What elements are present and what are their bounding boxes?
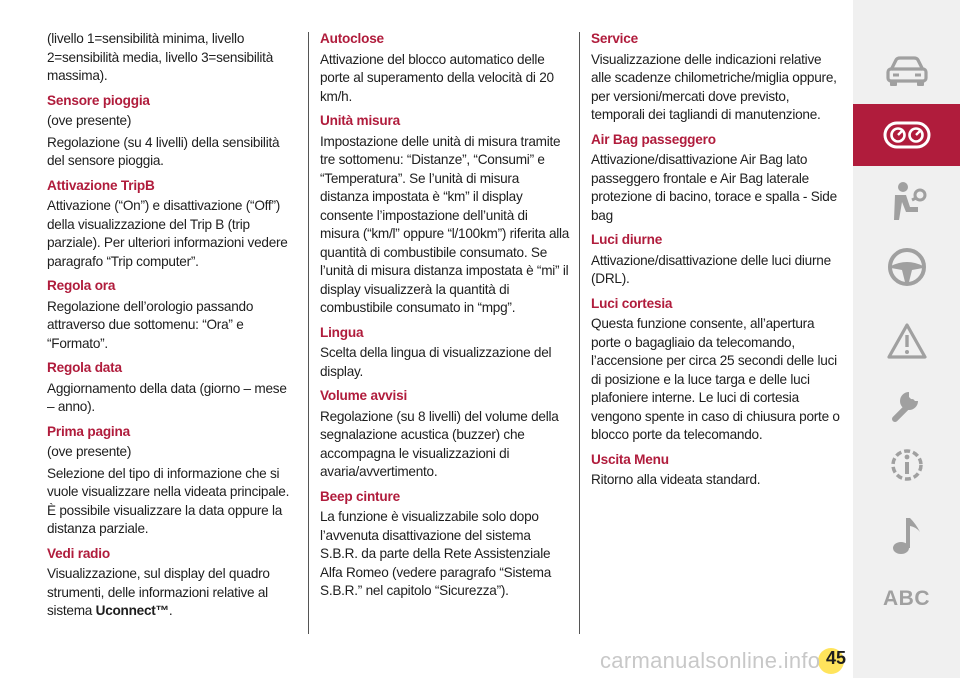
section-heading: Service [591, 31, 638, 46]
section-heading: Luci diurne [591, 232, 663, 247]
section-heading: Prima pagina [47, 423, 130, 439]
paragraph: Impostazione delle unità di misura tramite tre sottomenu: “Distanze”, “Consumi” e “Temperatura”. Se l’unità di misura distanza impostata è “km” il display consente l’impostazione dell’unità di misura (“km/l” oppure “l/100km”) riferita alla quantità di combustibile consumato. Se l’unità di misura distanza impostata è “mi” il display visualizzerà la quantità di combustibile consumato in “mpg”. [320, 133, 570, 315]
paragraph: Visualizzazione, sul display del quadro strumenti, delle informazioni relative al sistema Uconnect™. [47, 566, 270, 618]
watermark: carmanualsonline.info [600, 648, 821, 673]
paragraph: Attivazione del blocco automatico delle porte al superamento della velocità di 20 km/h. [320, 51, 554, 104]
tab-technical-data[interactable] [853, 434, 960, 496]
tab-starting-driving[interactable] [853, 236, 960, 298]
section-heading: Luci cortesia [591, 295, 673, 311]
column-divider [579, 32, 580, 634]
paragraph: Attivazione/disattivazione Air Bag lato passeggero frontale e Air Bag laterale protezione di bacino, torace e spalla - Side bag [591, 152, 837, 223]
info-gear-icon [886, 444, 928, 486]
brand-name: Uconnect™ [95, 603, 169, 618]
paragraph: Questa funzione consente, all’apertura porte o bagagliaio da telecomando, l’accensione per circa 25 secondi delle luci di posizione e la luce targa e delle luci plafoniere interne. Le luci di cortesia vengono spente in caso di chiusura porte o blocco porte da telecomando. [591, 316, 840, 442]
paragraph: Aggiornamento della data (giorno – mese – anno). [47, 380, 287, 414]
tab-multimedia[interactable] [853, 504, 960, 566]
section-heading: Volume avvisi [320, 388, 408, 403]
text-column-1 [47, 30, 297, 627]
steering-wheel-icon [886, 246, 928, 288]
tab-maintenance[interactable] [853, 372, 960, 434]
abc-index-label: ABC [883, 587, 930, 610]
tab-dashboard[interactable] [853, 104, 960, 166]
paragraph: Scelta della lingua di visualizzazione del display. [320, 345, 552, 379]
tab-safety[interactable] [853, 170, 960, 232]
paragraph: Attivazione/disattivazione delle luci diurne (DRL). [591, 252, 831, 286]
tab-car[interactable] [853, 40, 960, 102]
section-heading: Autoclose [320, 31, 384, 46]
tab-emergency[interactable] [853, 310, 960, 372]
warning-triangle-icon [886, 322, 928, 360]
column-divider [308, 32, 309, 634]
paragraph: (ove presente) [47, 113, 132, 128]
paragraph: Visualizzazione delle indicazioni relative alle scadenze chilometriche/miglia oppure, per versioni/mercati dove previsto, temporali dei tagliandi di manutenzione. [591, 51, 837, 122]
dashboard-gauges-icon [883, 120, 931, 150]
section-heading: Regola data [47, 360, 122, 375]
text-column-3 [591, 30, 841, 496]
page-number: 45 [825, 648, 847, 668]
paragraph: Regolazione dell’orologio passando attraverso due sottomenu: “Ora” e “Formato”. [47, 298, 254, 351]
paragraph: Regolazione (su 4 livelli) della sensibilità del sensore pioggia. [47, 134, 280, 168]
wrench-icon [887, 383, 927, 423]
text-column-2 [320, 30, 570, 607]
section-heading: Lingua [320, 324, 364, 340]
paragraph: La funzione è visualizzabile solo dopo l’avvenuta disattivazione del sistema S.B.R. da parte della Rete Assistenziale Alfa Romeo (vedere paragrafo “Sistema S.B.R.” nel capitolo “Sicurezza”). [320, 509, 552, 598]
paragraph: Attivazione (“On”) e disattivazione (“Off”) della visualizzazione del Trip B (trip parziale). Per ulteriori informazioni vedere paragrafo “Trip computer”. [47, 198, 288, 269]
section-heading: Beep cinture [320, 488, 400, 504]
section-heading: Sensore pioggia [47, 92, 150, 108]
tab-index[interactable] [853, 568, 960, 630]
section-heading: Attivazione TripB [47, 177, 155, 193]
section-heading: Regola ora [47, 278, 116, 293]
chapter-sidebar [853, 0, 960, 678]
section-heading: Air Bag passeggero [591, 131, 716, 147]
paragraph: Selezione del tipo di informazione che si vuole visualizzare nella videata principale. È possibile visualizzare la data oppure la distanza parziale. [47, 465, 290, 536]
section-heading: Vedi radio [47, 545, 110, 561]
paragraph: (ove presente) [47, 444, 132, 459]
seat-airbag-icon [886, 180, 928, 222]
paragraph: Regolazione (su 8 livelli) del volume della segnalazione acustica (buzzer) che accompagna le visualizzazioni di avaria/avvertimento. [320, 408, 559, 479]
paragraph: (livello 1=sensibilità minima, livello 2=sensibilità media, livello 3=sensibilità massima). [47, 31, 274, 83]
section-heading: Uscita Menu [591, 451, 669, 467]
paragraph: Ritorno alla videata standard. [591, 472, 761, 487]
car-icon [885, 54, 929, 88]
section-heading: Unità misura [320, 113, 400, 128]
music-note-icon [890, 514, 924, 556]
